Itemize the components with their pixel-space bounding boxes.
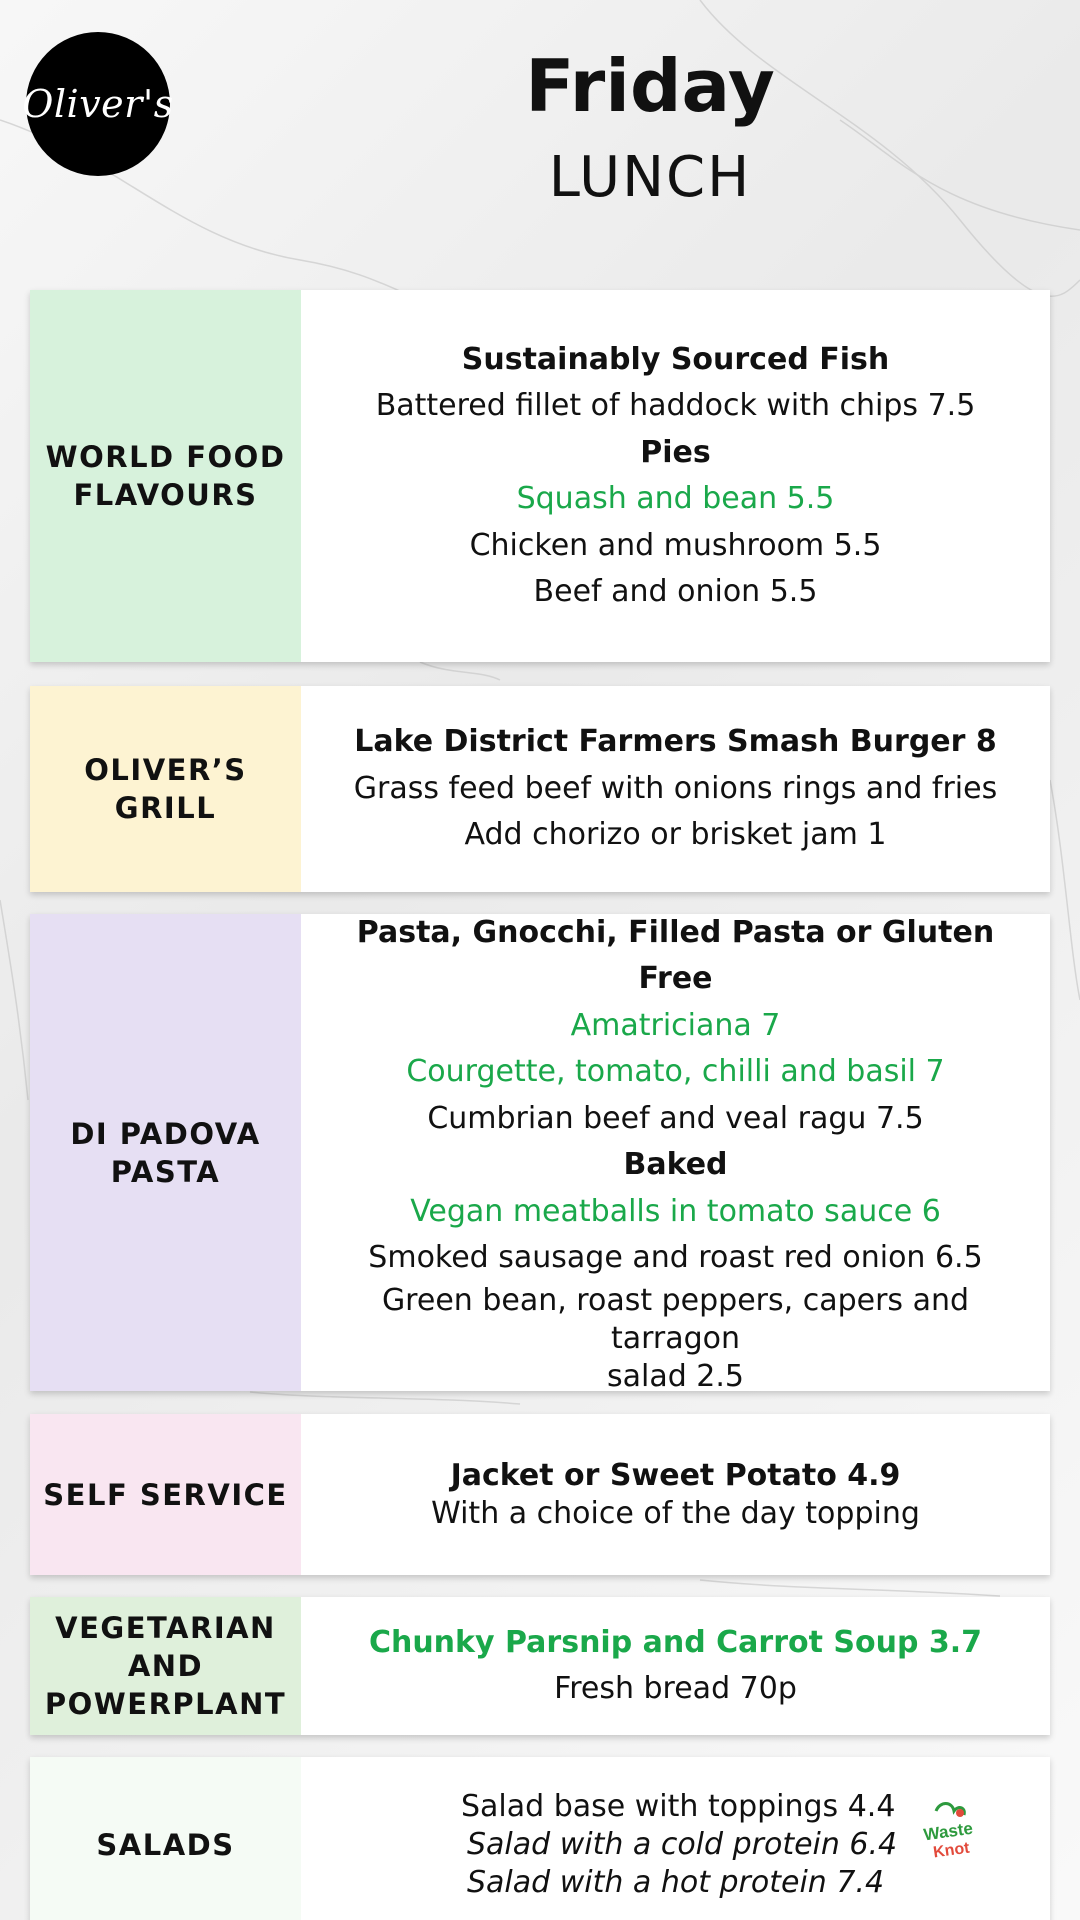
section-di-padova-pasta — [30, 914, 1050, 1394]
menu-item: Fresh bread 70p — [554, 1671, 797, 1706]
svg-text:Waste: Waste — [922, 1818, 975, 1845]
section-label: SELF SERVICE — [30, 1414, 301, 1575]
menu-item: Smoked sausage and roast red onion 6.5 — [368, 1240, 983, 1275]
menu-item: Courgette, tomato, chilli and basil 7 — [406, 1054, 945, 1089]
menu-item: Amatriciana 7 — [570, 1007, 781, 1043]
section-menu — [301, 1597, 1050, 1735]
menu-item: Chunky Parsnip and Carrot Soup 3.7 — [368, 1624, 983, 1660]
section-label: OLIVER’S GRILL — [30, 686, 301, 892]
section-olivers-grill — [30, 686, 1050, 892]
menu-item: Chicken and mushroom 5.5 — [469, 527, 882, 563]
meal-title: LUNCH — [548, 145, 752, 210]
menu-item: Squash and bean 5.5 — [516, 481, 835, 516]
menu-item: Salad with a hot protein 7.4 — [467, 1864, 885, 1900]
menu-item: Pies — [640, 434, 711, 470]
section-menu — [301, 686, 1050, 892]
section-label: WORLD FOOD FLAVOURS — [30, 290, 301, 662]
menu-item: salad 2.5 — [606, 1358, 745, 1394]
menu-item: Baked — [623, 1147, 728, 1182]
menu-item: Cumbrian beef and veal ragu 7.5 — [427, 1100, 924, 1136]
section-label: VEGETARIAN AND POWERPLANT — [30, 1597, 301, 1735]
menu-item: Lake District Farmers Smash Burger 8 — [354, 724, 997, 760]
menu-item: Green bean, roast peppers, capers and tarragon — [381, 1282, 970, 1356]
day-title: Friday — [525, 44, 775, 128]
logo-text: Oliver's — [22, 82, 174, 126]
section-self-service — [30, 1414, 1050, 1575]
menu-item: Jacket or Sweet Potato 4.9 — [450, 1457, 901, 1493]
menu-item: Sustainably Sourced Fish — [461, 341, 890, 377]
section-salads — [30, 1757, 1050, 1920]
olivers-logo — [22, 32, 174, 176]
menu-item: Beef and onion 5.5 — [533, 574, 818, 609]
menu-item: Salad with a cold protein 6.4 — [467, 1826, 898, 1862]
menu-item: Battered fillet of haddock with chips 7.5 — [375, 388, 976, 423]
section-menu — [301, 290, 1050, 662]
section-vegetarian-and-powerplant — [30, 1597, 1050, 1735]
menu-item: Add chorizo or brisket jam 1 — [464, 817, 887, 853]
section-menu — [301, 1414, 1050, 1575]
section-label: DI PADOVA PASTA — [30, 914, 301, 1391]
menu-item: With a choice of the day topping — [431, 1495, 920, 1531]
section-world-food-flavours — [30, 290, 1050, 662]
section-menu — [301, 914, 1050, 1394]
menu-item: Salad base with toppings 4.4 — [461, 1788, 896, 1824]
menu-item: Grass feed beef with onions rings and fries — [353, 770, 998, 806]
svg-text:Knot: Knot — [932, 1839, 971, 1862]
section-label: SALADS — [30, 1757, 301, 1920]
waste-knot-logo-icon — [914, 1797, 984, 1867]
menu-item: Pasta, Gnocchi, Filled Pasta or Gluten Free — [356, 914, 995, 996]
menu-item: Vegan meatballs in tomato sauce 6 — [410, 1193, 941, 1229]
